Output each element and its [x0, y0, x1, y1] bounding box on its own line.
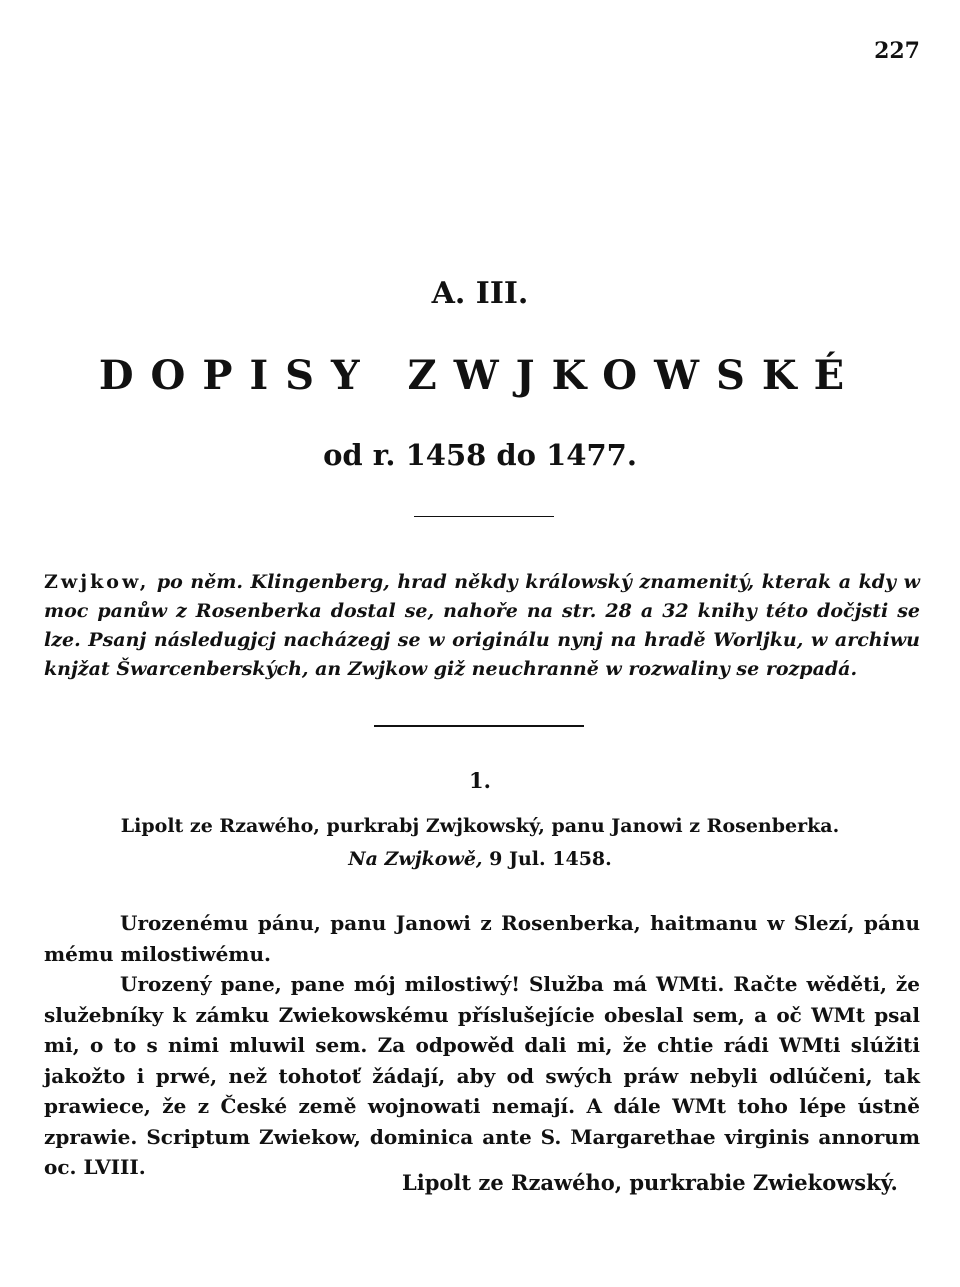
intro-paragraph: [44, 568, 920, 684]
dateline-date: 9 Jul. 1458.: [482, 848, 612, 870]
intro-place-name: Zwjkow,: [44, 571, 150, 593]
letter-heading: Lipolt ze Rzawého, purkrabj Zwjkowský, panu Janowi z Rosenberka.: [120, 815, 840, 837]
letter-body: [44, 908, 920, 1183]
letter-signature: Lipolt ze Rzawého, purkrabie Zwiekowský.: [402, 1170, 898, 1195]
date-range-subtitle: od r. 1458 do 1477.: [323, 438, 637, 472]
divider-rule: [374, 725, 584, 727]
page-number: 227: [874, 38, 920, 64]
intro-text: po něm. Klingenberg, hrad někdy králowský znamenitý, kterak a kdy w moc panůw z Rosenberka dostal se, nahoře na str. 28 a 32 knihy této dočjsti se lze. Psanj následugjcj nacházegj se w originálu nynj na hradě Worljku, w archiwu knjžat Šwarcenberských, an Zwjkow giž neuchranně w rozwaliny se rozpadá.: [44, 571, 920, 680]
letter-dateline: [0, 848, 960, 870]
page-title: DOPISY ZWJKOWSKÉ: [98, 352, 862, 399]
letter-paragraph: Urozený pane, pane mój milostiwý! Služba má WMti. Račte wěděti, že služebníky k zámku Zwiekowskému příslušejície obeslal sem, a oč WMt psal mi, o to s nimi mluwil sem. Za odpowěd dali mi, že chtie rádi WMti slúžiti jakožto i prwé, než tohotoť žádají, aby od swých práw nebyli odlúčeni, tak prawiece, že z České země wojnowati nemají. A dále WMt toho lépe ústně zprawie. Scriptum Zwiekow, dominica ante S. Margarethae virginis annorum oc. LVIII.: [44, 972, 920, 1179]
divider-rule: [414, 516, 554, 517]
letter-number: 1.: [469, 768, 491, 793]
dateline-place: Na Zwjkowě,: [348, 848, 483, 870]
section-mark: A. III.: [431, 276, 529, 311]
letter-paragraph: Urozenému pánu, panu Janowi z Rosenberka, haitmanu w Slezí, pánu mému milostiwému.: [44, 911, 920, 966]
